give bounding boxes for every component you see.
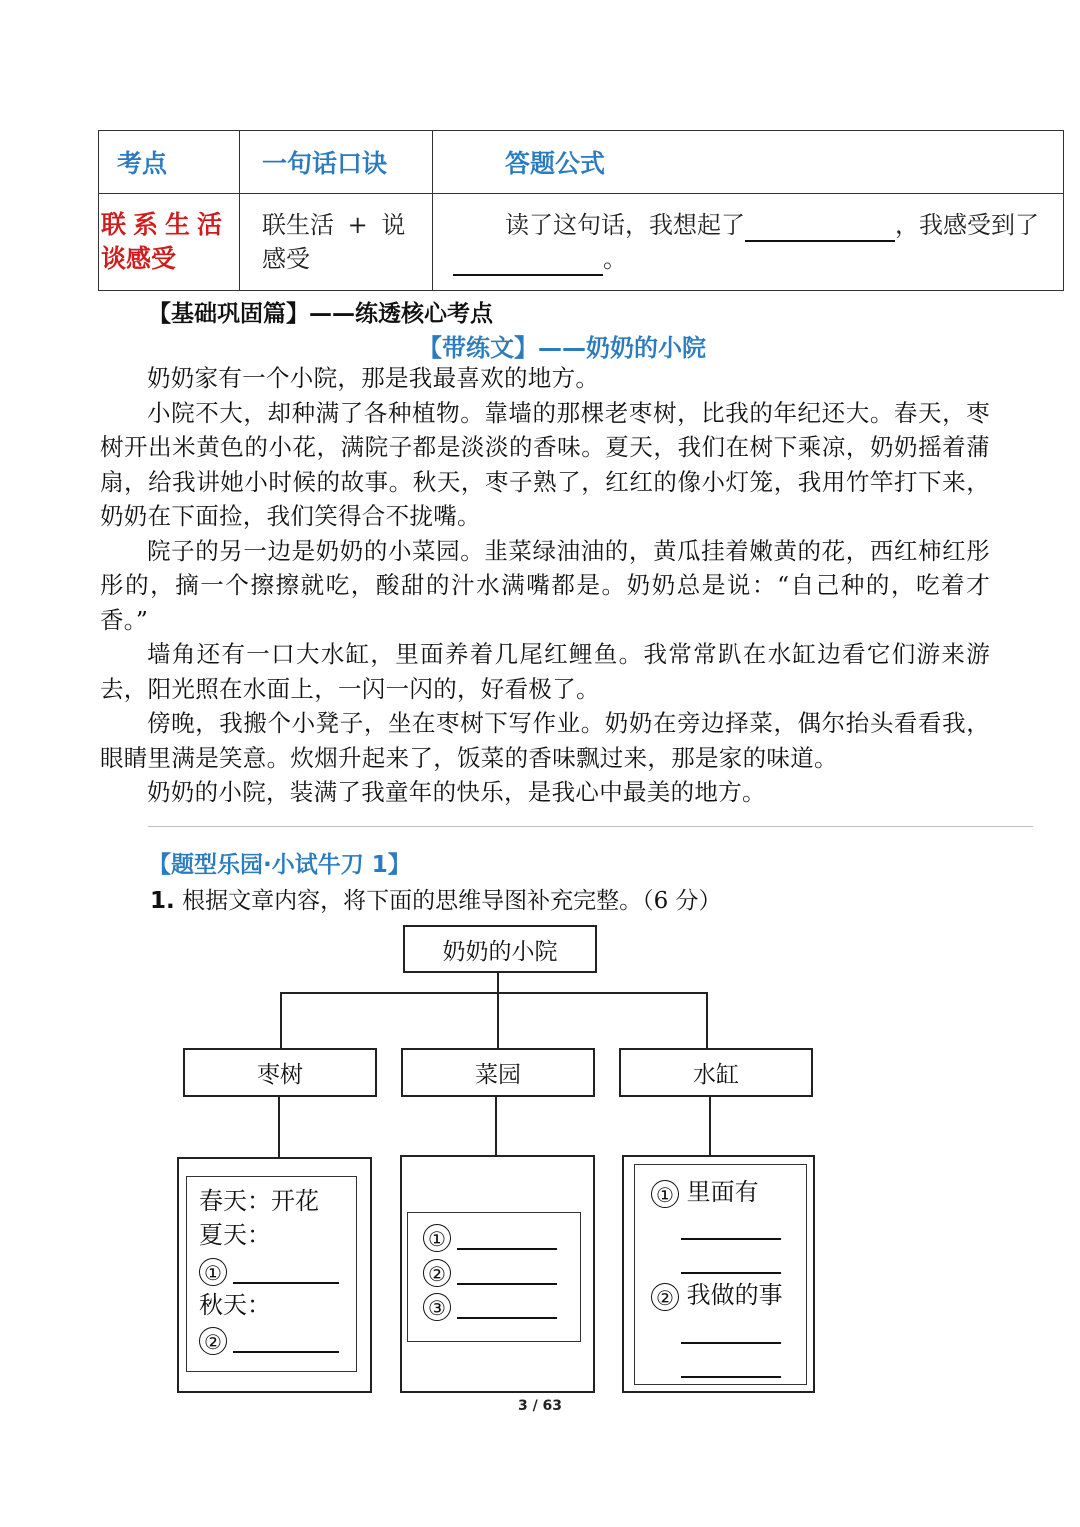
mindmap-root: 奶奶的小院	[403, 925, 597, 973]
section-heading: 【基础巩固篇】——练透核心考点	[148, 301, 493, 327]
kaodian-line1: 联系生活	[101, 210, 230, 239]
shuigang-item-1: ① 里面有	[651, 1175, 759, 1209]
formula-blank-1	[745, 214, 895, 242]
connector-line	[278, 1097, 280, 1157]
cell-formula	[433, 194, 1064, 291]
passage-paragraph: 院子的另一边是奶奶的小菜园。韭菜绿油油的，黄瓜挂着嫩黄的花，西红柿红彤彤的，摘一个擦擦就吃，酸甜的汁水满嘴都是。奶奶总是说：“自己种的，吃着才香。”	[100, 536, 990, 634]
cell-kaodian	[99, 194, 240, 291]
answer-blank	[681, 1272, 781, 1274]
caiyuan-item-2: ②	[423, 1254, 557, 1288]
answer-blank	[457, 1261, 557, 1285]
answer-blank	[233, 1260, 339, 1284]
passage-title: 【带练文】——奶奶的小院	[418, 334, 706, 362]
answer-blank	[681, 1238, 781, 1240]
answer-blank	[457, 1226, 557, 1250]
header-kaodian: 考点	[99, 131, 240, 194]
connector-line	[280, 992, 282, 1049]
question-number: 1.	[150, 888, 175, 914]
shuigang-item-2: ② 我做的事	[651, 1278, 783, 1312]
zaoshu-spring: 春天：开花	[199, 1187, 319, 1215]
caiyuan-item-3: ③	[423, 1288, 557, 1322]
connector-line	[280, 992, 708, 994]
connector-line	[709, 1097, 711, 1157]
header-formula: 答题公式	[433, 131, 1064, 194]
answer-blank	[457, 1295, 557, 1319]
zaoshu-autumn: 秋天：	[199, 1291, 271, 1319]
connector-line	[495, 1097, 497, 1157]
connector-line	[497, 973, 499, 993]
passage	[100, 361, 990, 810]
formula-end: 。	[603, 245, 627, 273]
passage-paragraph: 傍晚，我搬个小凳子，坐在枣树下写作业。奶奶在旁边择菜，偶尔抬头看看我，眼睛里满是笑意。炊烟升起来了，饭菜的香味飘过来，那是家的味道。	[100, 709, 990, 772]
exercise-title: 【题型乐园·小试牛刀 1】	[148, 852, 411, 878]
branch-zaoshu: 枣树	[183, 1048, 377, 1097]
question-text: 根据文章内容，将下面的思维导图补充完整。（6 分）	[182, 888, 722, 914]
connector-line	[706, 992, 708, 1049]
branch-shuigang: 水缸	[619, 1048, 813, 1097]
koujue-line1: 联生活 + 说	[262, 211, 406, 239]
answer-blank	[233, 1329, 339, 1353]
cell-koujue	[240, 194, 433, 291]
koujue-line2: 感受	[262, 245, 310, 273]
zaoshu-item-2: ②	[199, 1322, 339, 1356]
branch-caiyuan: 菜园	[401, 1048, 595, 1097]
passage-paragraph: 小院不大，却种满了各种植物。靠墙的那棵老枣树，比我的年纪还大。春天，枣树开出米黄色的小花，满院子都是淡淡的香味。夏天，我们在树下乘凉，奶奶摇着蒲扇，给我讲她小时候的故事。秋天，枣子熟了，红红的像小灯笼，我用竹竿打下来，奶奶在下面捡，我们笑得合不拢嘴。	[100, 398, 990, 530]
passage-paragraph: 奶奶家有一个小院，那是我最喜欢的地方。	[147, 364, 600, 392]
answer-blank	[681, 1376, 781, 1378]
passage-paragraph: 奶奶的小院，装满了我童年的快乐，是我心中最美的地方。	[147, 778, 766, 806]
caiyuan-item-1: ①	[423, 1219, 557, 1253]
header-koujue: 一句话口诀	[240, 131, 433, 194]
formula-blank-2	[453, 248, 603, 276]
kaodian-line2: 谈感受	[101, 244, 177, 273]
connector-line	[497, 992, 499, 1049]
formula-part2: ，我感受到了	[895, 211, 1039, 239]
passage-paragraph: 墙角还有一口大水缸，里面养着几尾红鲤鱼。我常常趴在水缸边看它们游来游去，阳光照在水面上，一闪一闪的，好看极了。	[100, 640, 990, 703]
kaodian-table	[98, 130, 1064, 291]
zaoshu-item-1: ①	[199, 1253, 339, 1287]
page-number: 3 / 63	[517, 1398, 563, 1414]
question-1	[150, 882, 722, 915]
section-divider	[148, 826, 1033, 827]
zaoshu-summer: 夏天：	[199, 1221, 271, 1249]
answer-blank	[681, 1342, 781, 1344]
formula-part1: 读了这句话，我想起了	[505, 211, 745, 239]
